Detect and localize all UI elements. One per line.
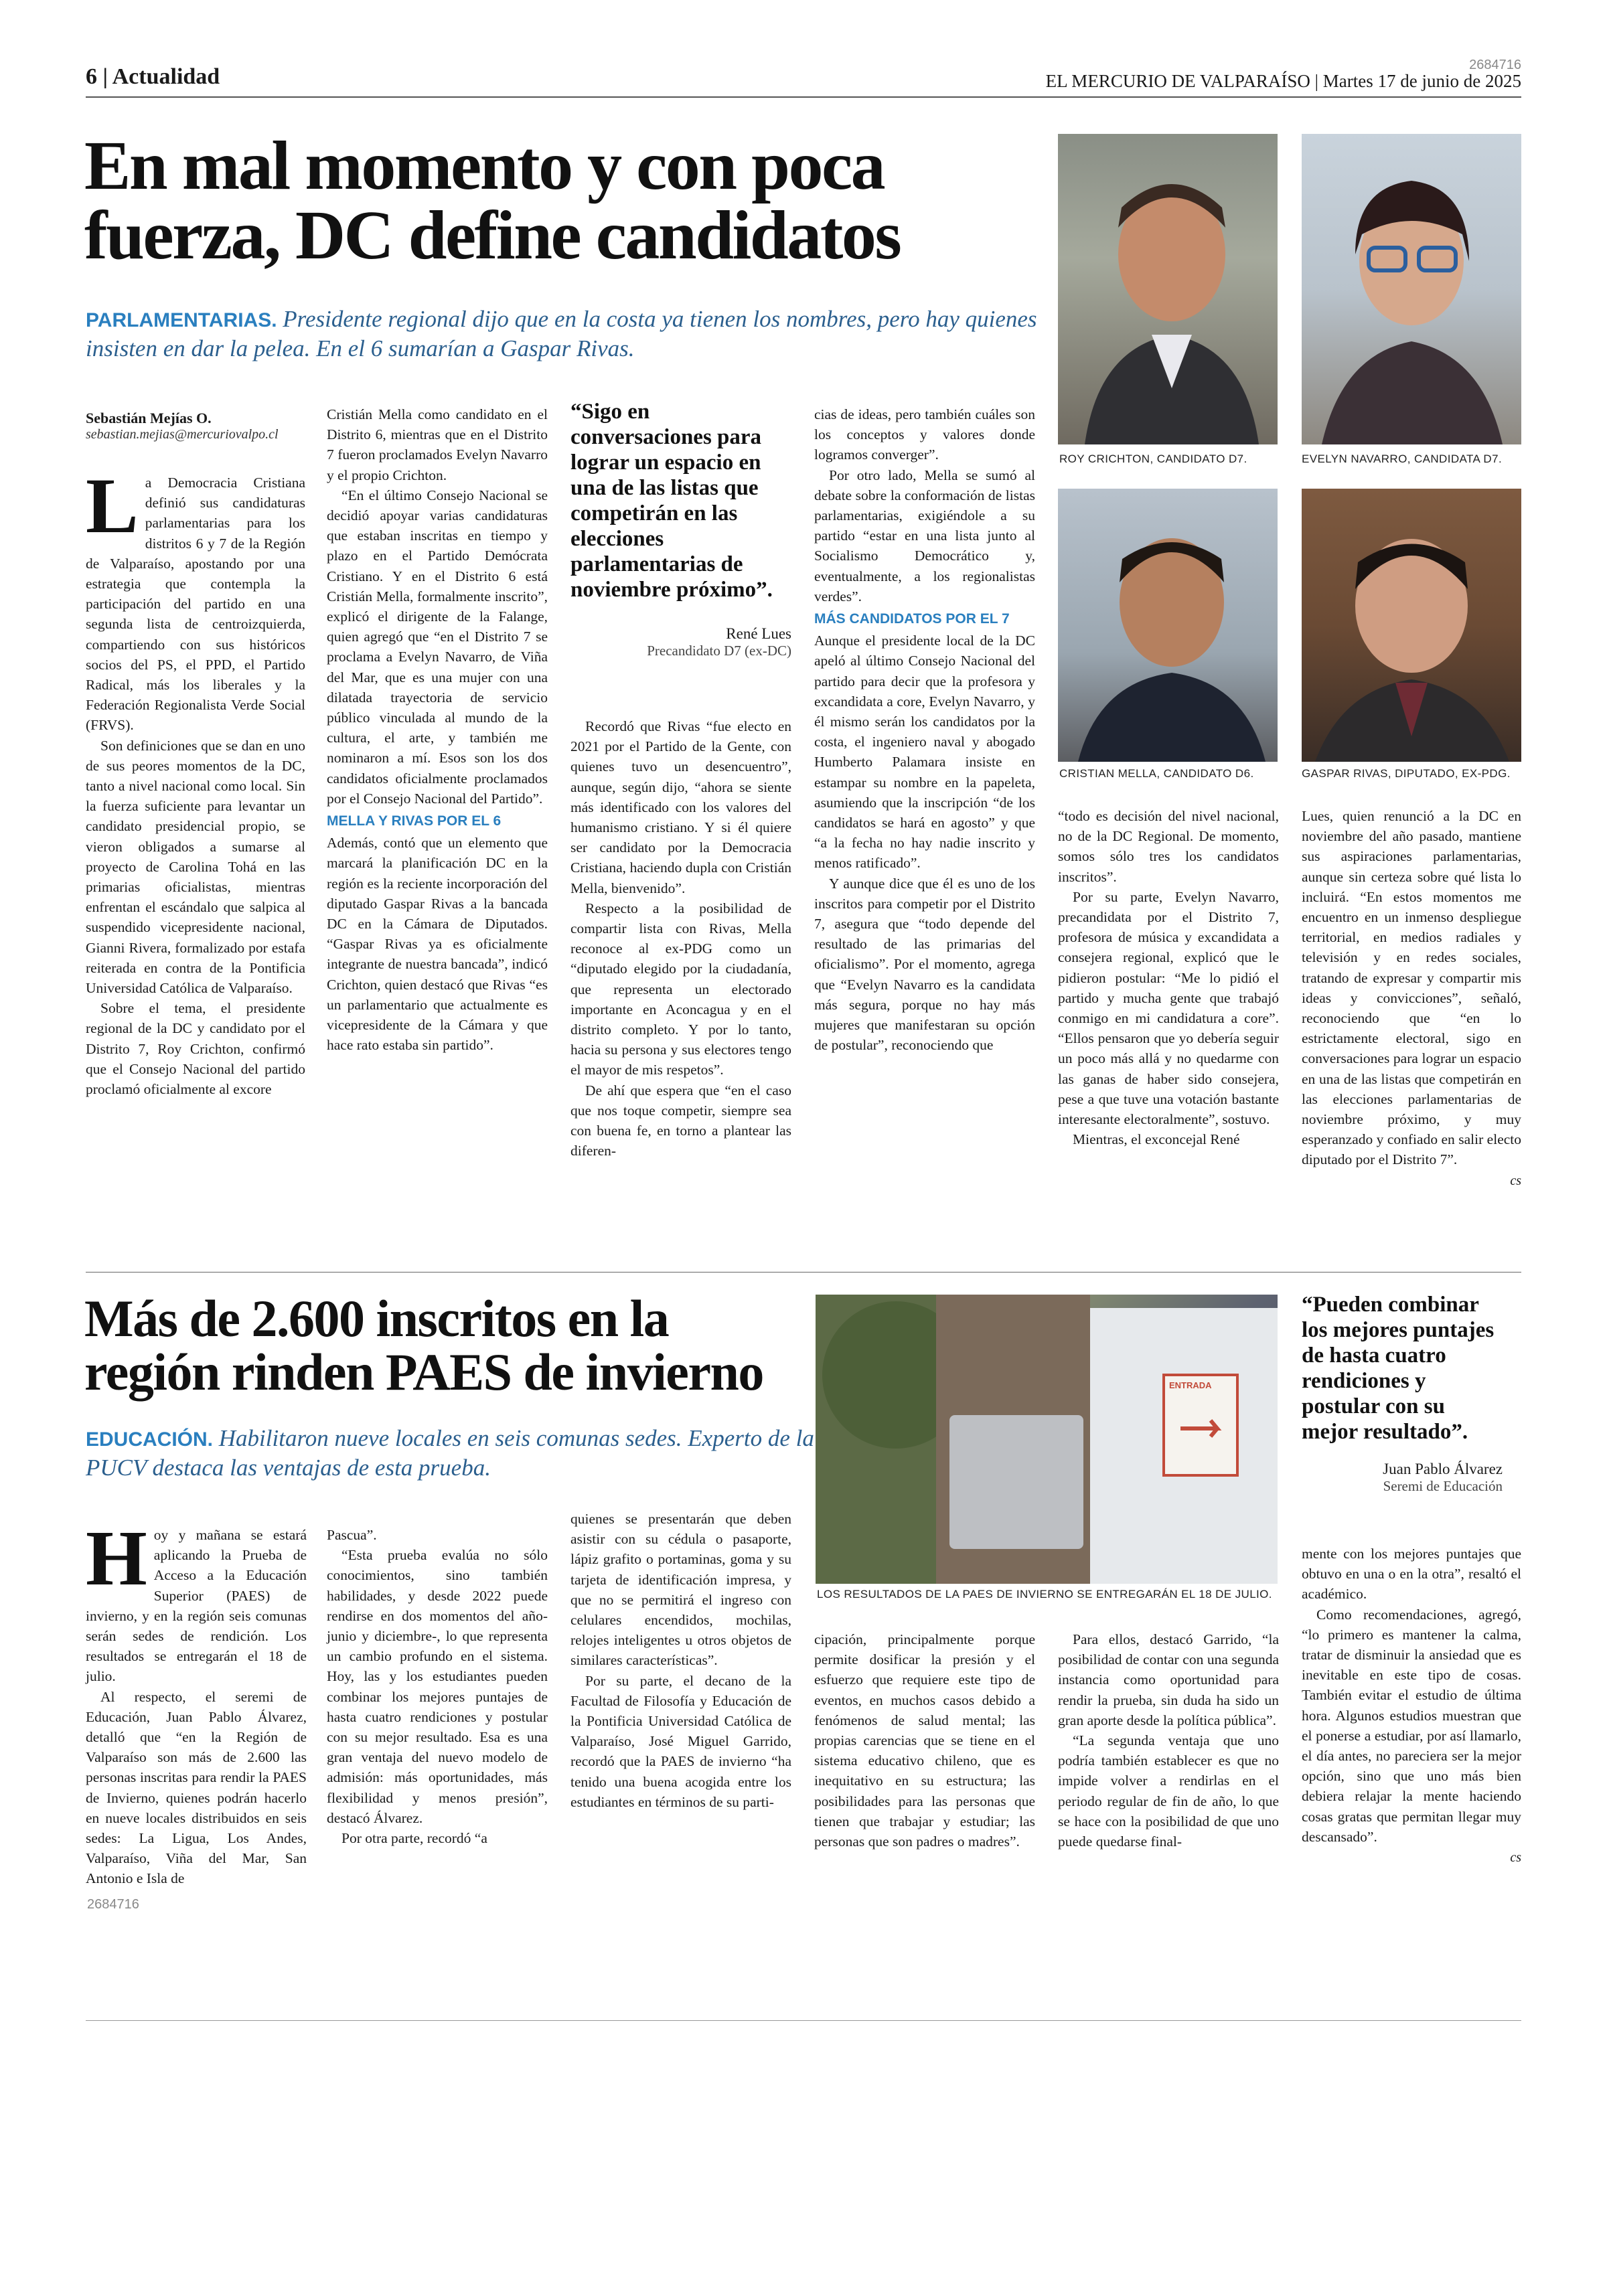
paragraph: Pascua”. xyxy=(327,1527,377,1543)
pull-quote-text: “Pueden combinar los mejores puntajes de hasta cuatro rendiciones y postular con su mejor resultado”. xyxy=(1302,1293,1495,1444)
article1-column-4 xyxy=(814,404,1035,1056)
header-doc-id: 2684716 xyxy=(1469,58,1521,72)
caption-paes-photo: LOS RESULTADOS DE LA PAES DE INVIERNO SE ENTREGARÁN EL 18 DE JULIO. xyxy=(817,1588,1272,1601)
folio-divider: | xyxy=(102,64,112,89)
photo-roy-crichton xyxy=(1058,134,1278,444)
paragraph: De ahí que espera que “en el caso que nos toque competir, siempre sea con buena fe, en torno a plantear las diferen- xyxy=(570,1082,791,1159)
paragraph: Por otra parte, recordó “a xyxy=(341,1830,487,1847)
page-folio xyxy=(86,64,220,90)
article2-column-6 xyxy=(1302,1544,1521,1868)
paragraph: “todo es decisión del nivel nacional, no de la DC Regional. De momento, somos sólo tres los candidatos inscritos”. xyxy=(1058,808,1279,885)
paragraph: mente con los mejores puntajes que obtuvo en una o en la otra”, resaltó el académico. xyxy=(1302,1546,1521,1603)
subhead-mas-candidatos: MÁS CANDIDATOS POR EL 7 xyxy=(814,611,1010,627)
article1-deck xyxy=(86,305,1050,363)
article1-column-1 xyxy=(86,462,305,1099)
paragraph: Y aunque dice que él es uno de los inscritos para competir por el Distrito 7, asegura que “todo depende del resultado de las primarias del oficialismo”. Por el momento, agrega que “Evelyn Navarro es la candidata más segura, porque no hay más mujeres que manifestaran su opción de postular”, reconociendo que xyxy=(814,875,1035,1054)
photo-sign-text: ENTRADA xyxy=(1169,1380,1212,1390)
portrait-photo-icon xyxy=(1302,489,1521,762)
article2-headline: Más de 2.600 inscritos en la región rinden PAES de invierno xyxy=(84,1289,763,1401)
paragraph: Por su parte, Evelyn Navarro, precandidata por el Distrito 7, profesora de música y excandidata a consejera regional, explicó que le pidieron postular: “Me lo pidió el partido y mucha gente que trabajó conmigo en mi candidatura a core”. “Ellos pensaron que yo debería seguir un poco más allá y no quedarme con las ganas de haber sido consejera, pese a que tuve una votación bastante interesante electoralmente”, sostuvo. xyxy=(1058,888,1279,1128)
paragraph: Sobre el tema, el presidente regional de la DC y candidato por el Distrito 7, Roy Crichton, confirmó que el Consejo Nacional del partido proclamó oficialmente al excore xyxy=(86,1000,305,1098)
article2-column-1 xyxy=(86,1514,307,1889)
portrait-photo-icon xyxy=(1302,134,1521,444)
caption-gaspar-rivas: GASPAR RIVAS, DIPUTADO, EX-PDG. xyxy=(1302,767,1511,780)
article1-headline: En mal momento y con poca fuerza, DC define candidatos xyxy=(84,127,901,274)
paragraph: cipación, principalmente porque permite dosificar la presión y el esfuerzo que requiere este tipo de eventos, en muchos casos debido a fenómenos de salud mental; las propias carencias que se tiene en el sistema educativo chileno, que es inequitativo en su estructura; las posibilidades para las personas que tienen que trabajar y estudiar; las personas que son padres o madres”. xyxy=(814,1631,1035,1850)
pull-quote-role: Seremi de Educación xyxy=(1383,1478,1503,1494)
pull-quote-role: Precandidato D7 (ex-DC) xyxy=(647,643,791,659)
author-email: sebastian.mejias@mercuriovalpo.cl xyxy=(86,427,279,442)
article1-byline xyxy=(86,410,300,442)
footer-doc-id: 2684716 xyxy=(87,1897,139,1912)
photo-paes-entrance xyxy=(816,1295,1278,1584)
article2-column-2 xyxy=(327,1525,548,1848)
photo-gaspar-rivas xyxy=(1302,489,1521,762)
header-rule xyxy=(86,96,1521,98)
paragraph: Son definiciones que se dan en uno de sus peores momentos de la DC, tanto a nivel nacional como local. Sin la fuerza suficiente para levantar un candidato presidencial propio, se vieron obligados a sumarse al proyecto de Carolina Tohá en las primarias oficialistas, mientras enfrentan el escándalo que salpica al suspendido vicepresidente nacional, Gianni Rivera, formalizado por estafa reiterada en contra de la Pontificia Universidad Católica de Valparaíso. xyxy=(86,737,305,997)
article2-deck xyxy=(86,1424,816,1482)
article1-column-2 xyxy=(327,404,548,1056)
paes-scene-icon xyxy=(816,1295,1278,1584)
article1-column-3 xyxy=(570,716,791,1161)
paragraph: Aunque el presidente local de la DC apeló al último Consejo Nacional del partido para decir que la profesora y excandidata a core, Evelyn Navarro, y él mismo serán los candidatos por la costa, el ingeniero naval y abogado Humberto Palamara insiste en estampar su nombre en la papeleta, asumiendo que la inscripción “de los candidatos se hará en agosto” y que “a la fecha no hay nadie inscrito y menos ratificado”. xyxy=(814,633,1035,872)
paragraph: cias de ideas, pero también cuáles son los conceptos y valores donde logramos converger”. xyxy=(814,406,1035,463)
section-name: Actualidad xyxy=(112,64,220,89)
article2-column-4 xyxy=(814,1629,1035,1852)
article1-column-6 xyxy=(1302,806,1521,1191)
paragraph: Por otro lado, Mella se sumó al debate sobre la conformación de listas parlamentarias, exigiéndole a su partido “estar en una lista junto al Socialismo Democrático y, eventualmente, a los regionalistas verdes”. xyxy=(814,467,1035,604)
issue-date: Martes 17 de junio de 2025 xyxy=(1322,71,1521,91)
paragraph: quienes se presentarán que deben asistir con su cédula o pasaporte, lápiz grafito o portaminas, goma y su tarjeta de identificación impresa, y que no se permitirá el ingreso con celulares encendidos, mochilas, relojes inteligentes u otros objetos de similares características”. xyxy=(570,1511,791,1669)
article1-column-5 xyxy=(1058,806,1279,1149)
photo-evelyn-navarro xyxy=(1302,134,1521,444)
caption-evelyn-navarro: EVELYN NAVARRO, CANDIDATA D7. xyxy=(1302,453,1503,465)
article1-deck-text: Presidente regional dijo que en la costa ya tienen los nombres, pero hay quienes insisten en dar la pelea. En el 6 sumarían a Gaspar Rivas. xyxy=(86,306,1037,361)
paragraph: a Democracia Cristiana definió sus candidaturas parlamentarias para los distritos 6 y 7 de la Región de Valparaíso, apostando por una estrategia que contempla la participación del partido en una segunda lista de centroizquierda, compartiendo con sus históricos socios del PS, el PPD, el Partido Radical, más los liberales y la Federación Regionalista Verde Social (FRVS). xyxy=(86,475,305,734)
pull-quote-text: “Sigo en conversaciones para lograr un espacio en una de las listas que competirán en las elecciones parlamentarias de noviembre próximo”. xyxy=(570,400,773,602)
article2-deck-text: Habilitaron nueve locales en seis comunas sedes. Experto de la PUCV destaca las ventajas de esta prueba. xyxy=(86,1425,814,1481)
pull-quote-name: René Lues xyxy=(726,625,791,642)
paragraph: “Esta prueba evalúa no sólo conocimientos, sino también habilidades, y desde 2022 puede rendirse en dos momentos del año-junio y diciembre-, lo que representa un cambio profundo en el sistema. Hoy, las y los estudiantes pueden combinar los mejores puntajes de hasta cuatro rendiciones y postular con su mejor resultado. Esa es una gran ventaja del nuevo modelo de admisión: más oportunidades, más flexibilidad y menos presión”, destacó Álvarez. xyxy=(327,1547,548,1826)
paragraph: Por su parte, el decano de la Facultad de Filosofía y Educación de la Pontificia Universidad Católica de Valparaíso, José Miguel Garrido, recordó que la PAES de invierno “ha tenido una buena acogida entre los estudiantes en términos de su parti- xyxy=(570,1672,791,1810)
pull-quote-name: Juan Pablo Álvarez xyxy=(1383,1461,1503,1477)
masthead-divider: | xyxy=(1314,71,1323,91)
page-number: 6 xyxy=(86,64,97,89)
article2-column-5 xyxy=(1058,1629,1279,1852)
masthead-line xyxy=(718,71,1521,92)
masthead-name: EL MERCURIO DE VALPARAÍSO xyxy=(1045,71,1310,91)
paragraph: “En el último Consejo Nacional se decidió apoyar varias candidaturas que estaban inscritas en tiempo y plazo en el Partido Demócrata Cristiano. Y en el Distrito 6 está Cristián Mella, formalmente inscrito”, explicó el dirigente de la Falange, quien agregó que “en el Distrito 7 se proclama a Evelyn Navarro, de Viña del Mar, que es una mujer con una dilatada trayectoria de servicio público vinculada al mundo de la cultura, el arte, y también me nominaron a mí. Esos son los dos candidatos oficialmente proclamados por el Consejo Nacional del Partido”. xyxy=(327,487,548,807)
bottom-rule xyxy=(86,2020,1521,2021)
section-divider xyxy=(86,1272,1521,1273)
paragraph: Cristián Mella como candidato en el Distrito 6, mientras que en el Distrito 7 fueron proclamados Evelyn Navarro y el propio Crichton. xyxy=(327,406,548,483)
paragraph: Recordó que Rivas “fue electo en 2021 por el Partido de la Gente, con quienes tuvo un desencuentro”, aunque, según dijo, “ahora se siente más identificado con los valores del humanismo cristiano. Y si él quiere ser candidato por la Democracia Cristiana, haciendo dupla con Cristián Mella, bienvenido”. xyxy=(570,718,791,896)
paragraph: Como recomendaciones, agregó, “lo primero es mantener la calma, tratar de disminuir la ansiedad que es inevitable en este tipo de cosas. También evitar el estudio de última hora. Algunos estudios muestran que el ponerse a estudiar, por así llamarlo, el día antes, no pareciera ser la mejor opción, sino que uno más bien debiera relajar la mente haciendo cosas gratas que permitan llegar muy descansado”. xyxy=(1302,1606,1521,1845)
paragraph: Para ellos, destacó Garrido, “la posibilidad de contar con una segunda instancia como oportunidad para rendir la prueba, sin duda ha sido un gran aporte desde la política pública”. xyxy=(1058,1631,1279,1728)
paragraph: “La segunda ventaja que uno podría también establecer es que no impide volver a rendirlas en el periodo regular de fin de año, lo que se hace con la posibilidad de que uno puede quedarse final- xyxy=(1058,1732,1279,1850)
article2-kicker: EDUCACIÓN. xyxy=(86,1428,214,1451)
drop-cap: H xyxy=(86,1514,147,1602)
subhead-mella-rivas: MELLA Y RIVAS POR EL 6 xyxy=(327,813,502,829)
article2-pull-quote xyxy=(1302,1292,1503,1495)
photo-cristian-mella xyxy=(1058,489,1278,762)
paragraph: oy y mañana se estará aplicando la Prueba de Acceso a la Educación Superior (PAES) de invierno, y en la región seis comunas serán sedes de rendición. Los resultados se entregarán el 18 de julio. xyxy=(86,1527,307,1685)
article1-pull-quote xyxy=(570,399,791,659)
end-mark: cs xyxy=(1510,1850,1521,1866)
paragraph: Al respecto, el seremi de Educación, Juan Pablo Álvarez, detalló que “en la Región de Valparaíso son más de 2.600 las personas inscritas para rendir la PAES de Invierno, quienes podrán hacerlo en nueve locales distribuidos en seis sedes: La Ligua, Los Andes, Valparaíso, Viña del Mar, San Antonio e Isla de xyxy=(86,1688,307,1887)
paragraph: Además, contó que un elemento que marcará la planificación DC en la región es la reciente incorporación del diputado Gaspar Rivas a la bancada DC en la Cámara de Diputados. “Gaspar Rivas ya es oficialmente integrante de nuestra bancada”, indicó Crichton, quien destacó que Rivas “es un parlamentario que actualmente es vicepresidente de la Cámara y que hace rato estaba sin partido”. xyxy=(327,835,548,1054)
paragraph: Lues, quien renunció a la DC en noviembre del año pasado, mantiene sus aspiraciones parlamentarias, aunque sin certeza sobre qué lista lo incluirá. “En estos momentos me encuentro en un inmenso despliegue territorial, en medios radiales y televisión y en redes sociales, tratando de expresar y compartir mis ideas y convicciones”, señaló, reconociendo que “en lo estrictamente electoral, sigo en conversaciones para lograr un espacio en una de las listas que competirán en las elecciones parlamentarias de noviembre próximo, y muy esperanzado y confiado en salir electo diputado por el Distrito 7”. xyxy=(1302,808,1521,1168)
article1-kicker: PARLAMENTARIAS. xyxy=(86,309,277,331)
paragraph: Mientras, el exconcejal René xyxy=(1073,1131,1240,1148)
portrait-photo-icon xyxy=(1058,134,1278,444)
portrait-photo-icon xyxy=(1058,489,1278,762)
drop-cap: L xyxy=(86,462,139,550)
caption-roy-crichton: ROY CRICHTON, CANDIDATO D7. xyxy=(1059,453,1247,465)
article2-column-3 xyxy=(570,1509,791,1812)
caption-cristian-mella: CRISTIAN MELLA, CANDIDATO D6. xyxy=(1059,767,1254,780)
end-mark: cs xyxy=(1510,1173,1521,1188)
author-name: Sebastián Mejías O. xyxy=(86,410,212,426)
paragraph: Respecto a la posibilidad de compartir lista con Rivas, Mella reconoce al ex-PDG como un “diputado elegido por la ciudadanía, que representa un electorado importante en Aconcagua y en el distrito completo. Y por lo tanto, hacia su persona y sus electores tengo el mayor de mis respetos”. xyxy=(570,900,791,1078)
